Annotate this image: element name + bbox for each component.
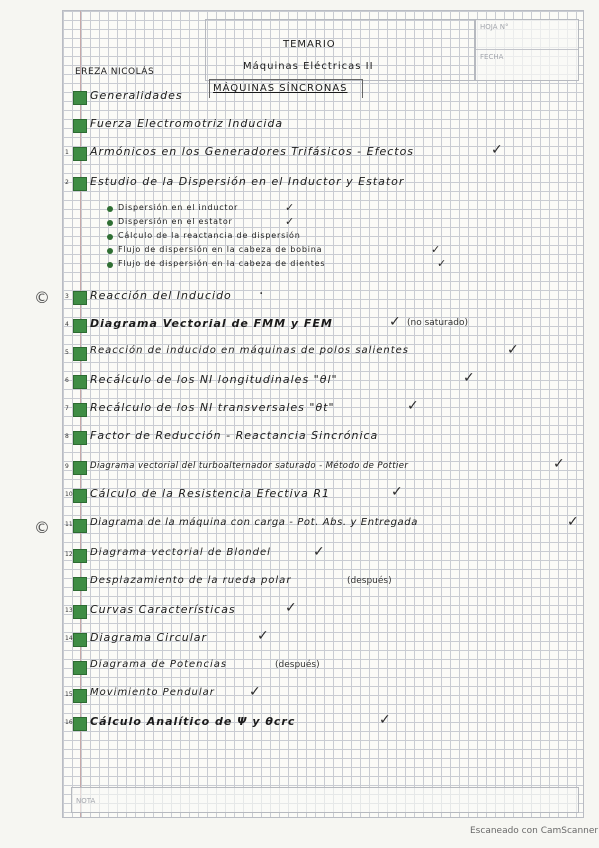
- bullet-icon: [107, 248, 113, 254]
- note-box: [71, 787, 579, 813]
- green-marker-icon: [73, 633, 87, 647]
- item-label: Reacción de inducido en máquinas de polos salientes: [90, 345, 409, 356]
- item-number: 15: [65, 691, 73, 698]
- green-marker-icon: [73, 605, 87, 619]
- green-marker-icon: [73, 119, 87, 133]
- green-marker-icon: [73, 689, 87, 703]
- checkmark-icon: ✓: [285, 201, 295, 214]
- green-marker-icon: [73, 91, 87, 105]
- item-label: Diagrama Circular: [90, 631, 208, 644]
- section-heading: MÁQUINAS SÍNCRONAS: [213, 83, 348, 94]
- green-marker-icon: [73, 403, 87, 417]
- green-marker-icon: [73, 177, 87, 191]
- item-label: Diagrama vectorial de Blondel: [90, 547, 271, 558]
- sheet-info-box: [475, 19, 579, 81]
- item-label: Recálculo de los NI longitudinales "θl": [90, 373, 338, 386]
- item-label: Curvas Características: [90, 603, 236, 616]
- item-label: Generalidades: [90, 89, 183, 102]
- item-number: 1: [65, 149, 69, 156]
- item-label: Desplazamiento de la rueda polar: [90, 575, 292, 586]
- item-note: (después): [347, 576, 392, 586]
- item-number: 8: [65, 433, 69, 440]
- item-label: Cálculo Analítico de Ψ y θcrc: [90, 715, 296, 728]
- item-number: 3: [65, 293, 69, 300]
- notebook-sheet: [62, 10, 584, 818]
- item-label: Diagrama de la máquina con carga - Pot. Abs. y Entregada: [90, 517, 418, 528]
- item-label: Estudio de la Dispersión en el Inductor y Estator: [90, 175, 405, 188]
- green-marker-icon: [73, 375, 87, 389]
- item-number: 5: [65, 349, 69, 356]
- checkmark-icon: ✓: [463, 370, 475, 386]
- bullet-icon: [107, 220, 113, 226]
- checkmark-icon: ✓: [285, 215, 295, 228]
- binder-hole-icon: ©: [34, 288, 50, 307]
- item-number: 9: [65, 463, 69, 470]
- item-label: Armónicos en los Generadores Trifásicos - Efectos: [90, 145, 415, 158]
- item-number: 6: [65, 377, 69, 384]
- page-title: TEMARIO: [283, 39, 336, 50]
- item-number: 12: [65, 551, 73, 558]
- item-label: Fuerza Electromotriz Inducida: [90, 117, 284, 130]
- checkmark-icon: ✓: [257, 628, 269, 644]
- binder-hole-icon: ©: [34, 518, 50, 537]
- sheet-number-label: HOJA N°: [476, 20, 578, 50]
- item-note: (no saturado): [407, 318, 468, 328]
- item-number: 2: [65, 179, 69, 186]
- sub-item-label: Cálculo de la reactancia de dispersión: [118, 231, 301, 240]
- checkmark-icon: ✓: [553, 456, 565, 472]
- checkmark-icon: ✓: [437, 257, 447, 270]
- item-number: 13: [65, 607, 73, 614]
- item-label: Diagrama Vectorial de FMM y FEM: [90, 317, 333, 330]
- item-label: Recálculo de los NI transversales "θt": [90, 401, 335, 414]
- item-label: Cálculo de la Resistencia Efectiva R1: [90, 487, 331, 500]
- checkmark-icon: ✓: [389, 314, 401, 330]
- item-number: 11: [65, 521, 73, 528]
- date-label: FECHA: [480, 53, 504, 61]
- checkmark-icon: ·: [259, 286, 264, 302]
- green-marker-icon: [73, 519, 87, 533]
- green-marker-icon: [73, 347, 87, 361]
- item-number: 7: [65, 405, 69, 412]
- sub-item-label: Dispersión en el estator: [118, 217, 233, 226]
- scanner-watermark: Escaneado con CamScanner: [470, 826, 599, 836]
- checkmark-icon: ✓: [249, 684, 261, 700]
- green-marker-icon: [73, 147, 87, 161]
- green-marker-icon: [73, 319, 87, 333]
- item-label: Diagrama vectorial del turboalternador saturado - Método de Pottier: [90, 461, 409, 471]
- green-marker-icon: [73, 461, 87, 475]
- checkmark-icon: ✓: [391, 484, 403, 500]
- subject-title: Máquinas Eléctricas II: [243, 61, 374, 72]
- checkmark-icon: ✓: [285, 600, 297, 616]
- checkmark-icon: ✓: [491, 142, 503, 158]
- checkmark-icon: ✓: [379, 712, 391, 728]
- item-number: 14: [65, 635, 73, 642]
- green-marker-icon: [73, 489, 87, 503]
- item-label: Factor de Reducción - Reactancia Sincrónica: [90, 429, 379, 442]
- checkmark-icon: ✓: [431, 243, 441, 256]
- item-number: 16: [65, 719, 73, 726]
- checkmark-icon: ✓: [507, 342, 519, 358]
- item-label: Movimiento Pendular: [90, 687, 215, 698]
- green-marker-icon: [73, 291, 87, 305]
- sub-item-label: Dispersión en el inductor: [118, 203, 239, 212]
- note-label: NOTA: [76, 797, 96, 805]
- green-marker-icon: [73, 661, 87, 675]
- item-number: 10: [65, 491, 73, 498]
- bullet-icon: [107, 206, 113, 212]
- bullet-icon: [107, 234, 113, 240]
- checkmark-icon: ✓: [567, 514, 579, 530]
- item-note: (después): [275, 660, 320, 670]
- bullet-icon: [107, 262, 113, 268]
- item-label: Diagrama de Potencias: [90, 659, 228, 670]
- green-marker-icon: [73, 577, 87, 591]
- author-name: EREZA NICOLÁS: [75, 67, 155, 77]
- checkmark-icon: ✓: [407, 398, 419, 414]
- item-label: Reacción del Inducido: [90, 289, 232, 302]
- green-marker-icon: [73, 431, 87, 445]
- checkmark-icon: ✓: [313, 544, 325, 560]
- item-number: 4: [65, 321, 69, 328]
- green-marker-icon: [73, 549, 87, 563]
- sub-item-label: Flujo de dispersión en la cabeza de dientes: [118, 259, 326, 268]
- green-marker-icon: [73, 717, 87, 731]
- sub-item-label: Flujo de dispersión en la cabeza de bobina: [118, 245, 323, 254]
